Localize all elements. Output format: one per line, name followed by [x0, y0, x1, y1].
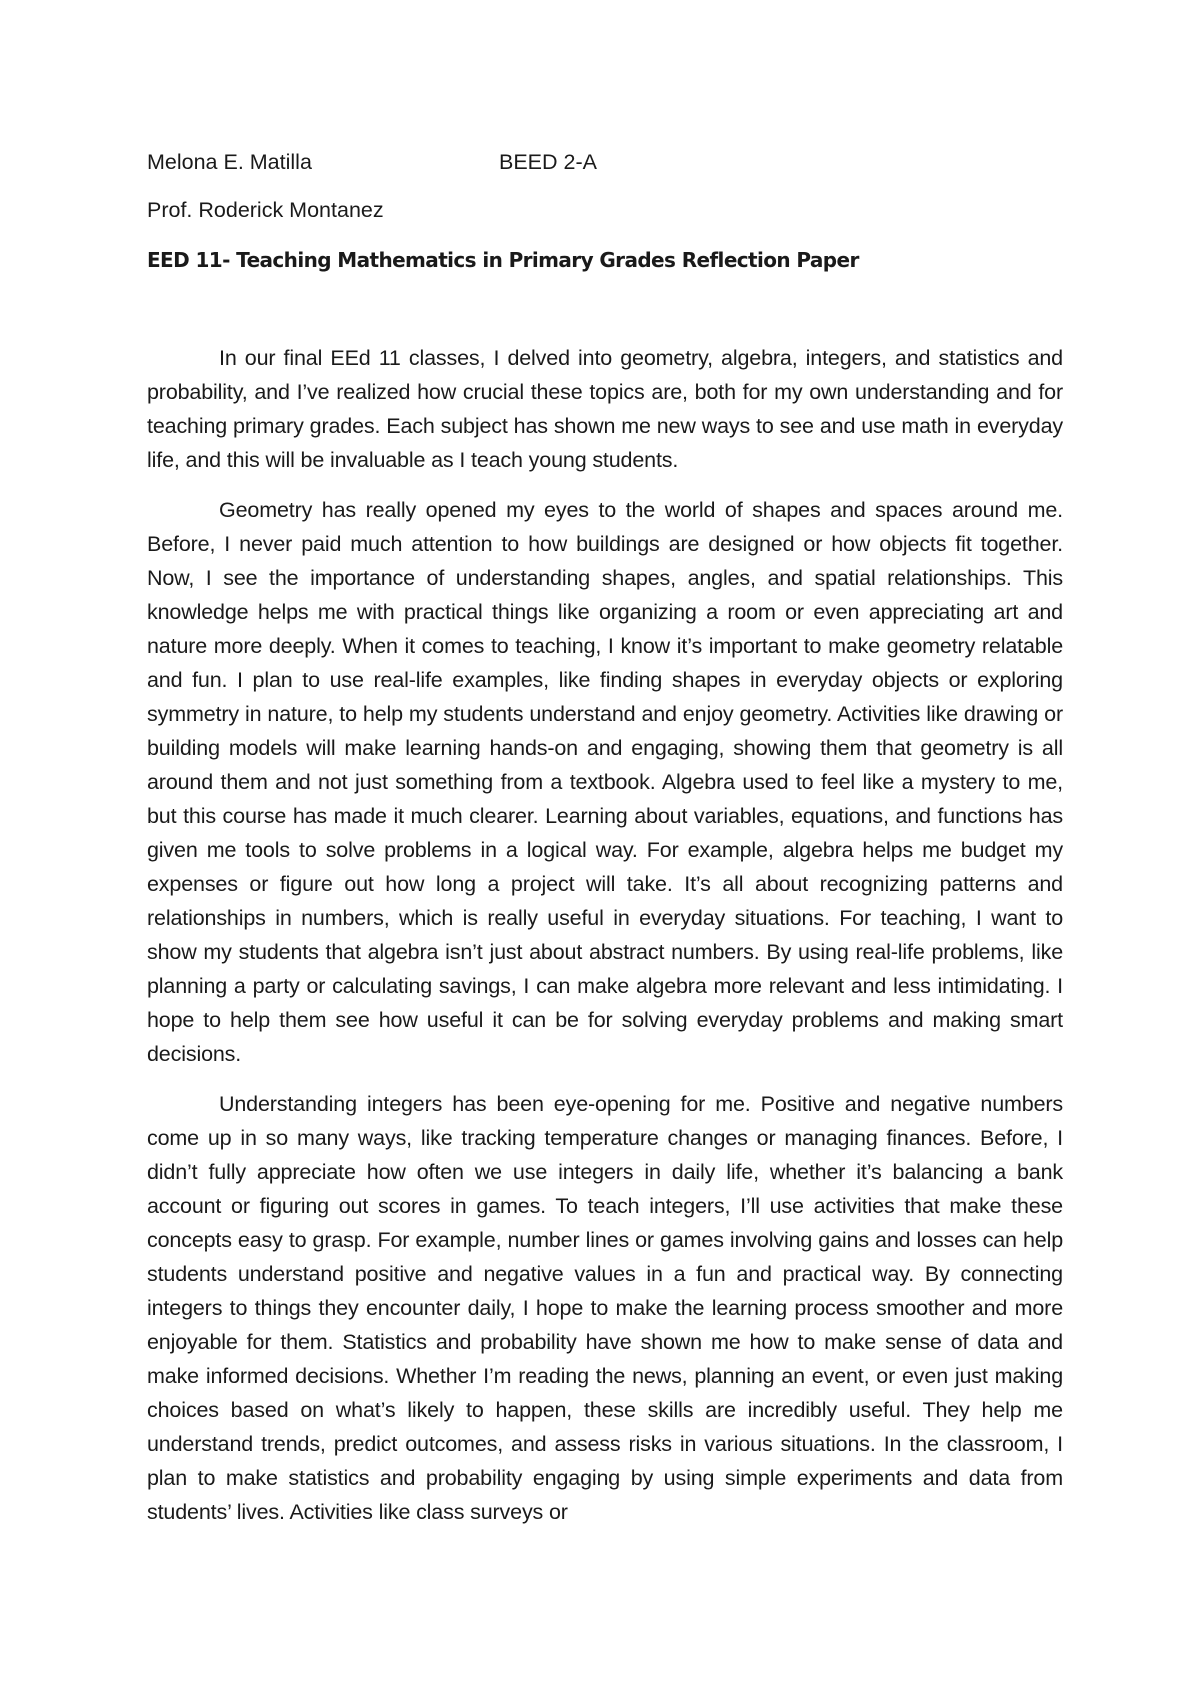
paragraph-geometry-algebra: Geometry has really opened my eyes to the world of shapes and spaces around me. Before, I never paid much attention to how buildings are designed or how objects fit together. Now, I see the importance of understanding shapes, angles, and spatial relationships. This knowledge helps me with practical things like organizing a room or even appreciating art and nature more deeply. When it comes to teaching, I know it’s important to make geometry relatable and fun. I plan to use real-life examples, like finding shapes in everyday objects or exploring symmetry in nature, to help my students understand and enjoy geometry. Activities like drawing or building models will make learning hands-on and engaging, showing them that geometry is all around them and not just something from a textbook. Algebra used to feel like a mystery to me, but this course has made it much clearer. Learning about variables, equations, and functions has given me tools to solve problems in a logical way. For example, algebra helps me budget my expenses or figure out how long a project will take. It’s all about recognizing patterns and relationships in numbers, which is really useful in everyday situations. For teaching, I want to show my students that algebra isn’t just about abstract numbers. By using real-life problems, like planning a party or calculating savings, I can make algebra more relevant and less intimidating. I hope to help them see how useful it can be for solving everyday problems and making smart decisions.	[147, 498, 1063, 1066]
paragraph-integers-statistics: Understanding integers has been eye-opening for me. Positive and negative numbers come up in so many ways, like tracking temperature changes or managing finances. Before, I didn’t fully appreciate how often we use integers in daily life, whether it’s balancing a bank account or figuring out scores in games. To teach integers, I’ll use activities that make these concepts easy to grasp. For example, number lines or games involving gains and losses can help students understand positive and negative values in a fun and practical way. By connecting integers to things they encounter daily, I hope to make the learning process smoother and more enjoyable for them. Statistics and probability have shown me how to make sense of data and make informed decisions. Whether I’m reading the news, planning an event, or even just making choices based on what’s likely to happen, these skills are incredibly useful. They help me understand trends, predict outcomes, and assess risks in various situations. In the classroom, I plan to make statistics and probability engaging by using simple experiments and data from students’ lives. Activities like class surveys or	[147, 1092, 1063, 1524]
paper-title: EED 11- Teaching Mathematics in Primary Grades Reflection Paper	[147, 248, 859, 272]
paragraph-intro: In our final EEd 11 classes, I delved into geometry, algebra, integers, and statistics and probability, and I’ve realized how crucial these topics are, both for my own understanding and for teaching primary grades. Each subject has shown me new ways to see and use math in everyday life, and this will be invaluable as I teach young students.	[147, 346, 1063, 472]
student-name: Melona E. Matilla	[147, 150, 312, 174]
section-label: BEED 2-A	[499, 150, 597, 174]
header-line	[147, 148, 1063, 176]
document-body	[147, 148, 1063, 1529]
professor-name: Prof. Roderick Montanez	[147, 198, 384, 222]
